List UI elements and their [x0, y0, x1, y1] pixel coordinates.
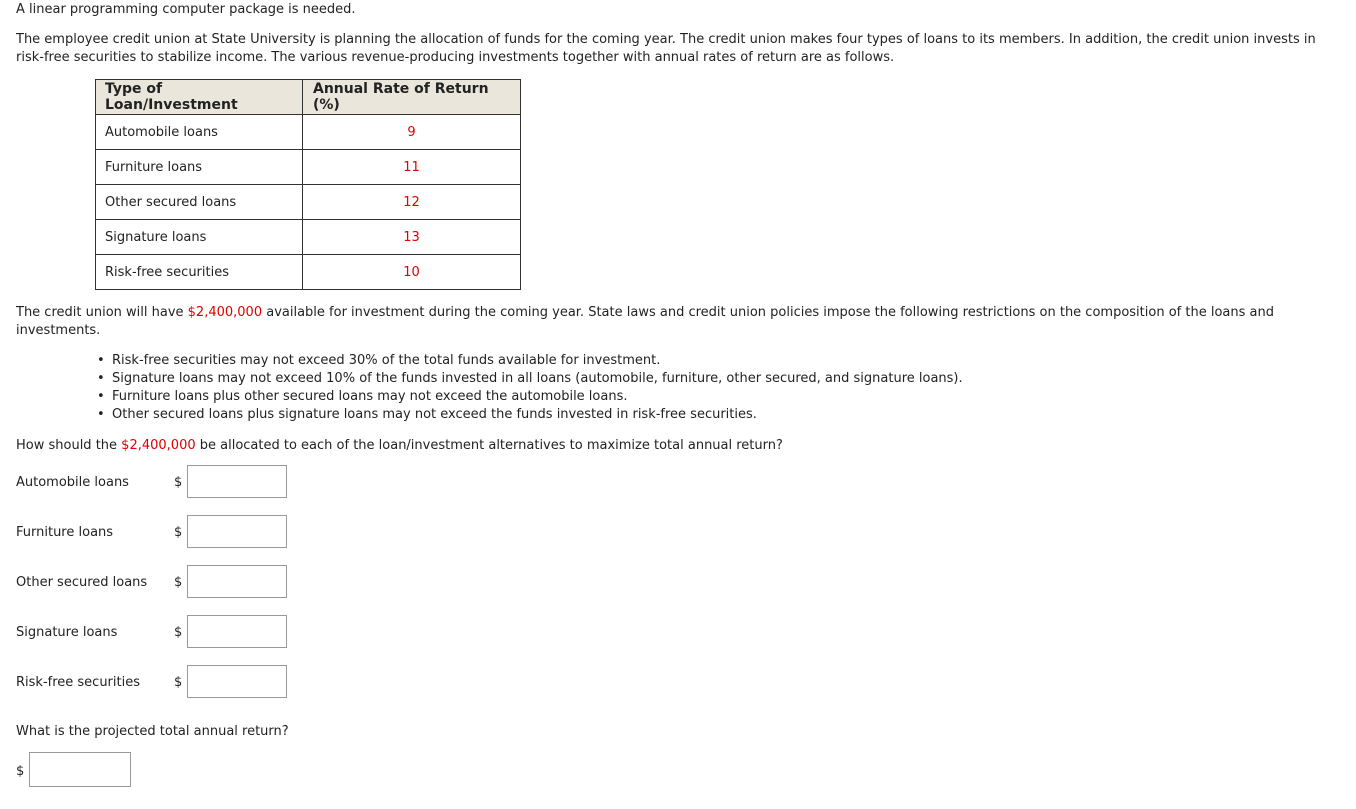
currency-symbol: $ — [174, 525, 183, 540]
table-row — [96, 185, 521, 220]
table-row — [96, 115, 521, 150]
restriction-item: • Furniture loans plus other secured loans may not exceed the automobile loans. — [96, 388, 963, 406]
signature-loans-input[interactable] — [187, 615, 287, 648]
loan-type-cell: Automobile loans — [96, 115, 303, 150]
restriction-item: • Risk-free securities may not exceed 30% of the total funds available for investment. — [96, 352, 963, 370]
automobile-loans-input[interactable] — [187, 465, 287, 498]
rate-cell: 9 — [303, 115, 521, 150]
rate-cell: 13 — [303, 220, 521, 255]
currency-symbol: $ — [174, 675, 183, 690]
currency-symbol: $ — [174, 625, 183, 640]
rates-table — [95, 79, 521, 290]
column-header-type: Type of Loan/Investment — [96, 80, 303, 115]
allocation-label: Risk-free securities — [16, 675, 140, 690]
restriction-item: • Signature loans may not exceed 10% of the funds invested in all loans (automobile, furniture, other secured, and signature loans). — [96, 370, 963, 388]
loan-type-cell: Furniture loans — [96, 150, 303, 185]
question-text-before: How should the — [16, 438, 122, 453]
intro-text: A linear programming computer package is needed. — [16, 2, 356, 17]
table-row — [96, 255, 521, 290]
funds-paragraph — [16, 304, 1316, 340]
currency-symbol: $ — [174, 575, 183, 590]
rate-cell: 11 — [303, 150, 521, 185]
other-secured-loans-input[interactable] — [187, 565, 287, 598]
rate-cell: 10 — [303, 255, 521, 290]
allocation-label: Furniture loans — [16, 525, 114, 540]
question-text-after: be allocated to each of the loan/investment alternatives to maximize total annual return? — [195, 438, 783, 453]
table-header-row — [96, 80, 521, 115]
allocation-label: Automobile loans — [16, 475, 129, 490]
restrictions-list — [96, 352, 963, 424]
loan-type-cell: Risk-free securities — [96, 255, 303, 290]
table-row — [96, 150, 521, 185]
question-amount: $2,400,000 — [121, 438, 196, 453]
table-row — [96, 220, 521, 255]
allocation-label: Signature loans — [16, 625, 118, 640]
funds-text-before: The credit union will have — [16, 305, 188, 320]
funds-text-after: available for investment during the coming year. State laws and credit union policies impose the following restrictions on the composition of the loans and investments. — [16, 305, 1274, 338]
loan-type-cell: Other secured loans — [96, 185, 303, 220]
furniture-loans-input[interactable] — [187, 515, 287, 548]
funds-amount: $2,400,000 — [187, 305, 263, 320]
rate-cell: 12 — [303, 185, 521, 220]
currency-symbol: $ — [16, 764, 25, 779]
allocation-question — [16, 437, 783, 455]
total-return-question: What is the projected total annual return? — [16, 724, 289, 739]
currency-symbol: $ — [174, 475, 183, 490]
allocation-label: Other secured loans — [16, 575, 148, 590]
risk-free-securities-input[interactable] — [187, 665, 287, 698]
restriction-item: • Other secured loans plus signature loans may not exceed the funds invested in risk-free securities. — [96, 406, 963, 424]
problem-description: The employee credit union at State University is planning the allocation of funds for the coming year. The credit union makes four types of loans to its members. In addition, the credit union invests in risk-free securities to stabilize income. The various revenue-producing investments together with annual rates of return are as follows. — [16, 32, 1316, 65]
column-header-rate: Annual Rate of Return (%) — [303, 80, 521, 115]
loan-type-cell: Signature loans — [96, 220, 303, 255]
total-return-input[interactable] — [29, 752, 131, 787]
